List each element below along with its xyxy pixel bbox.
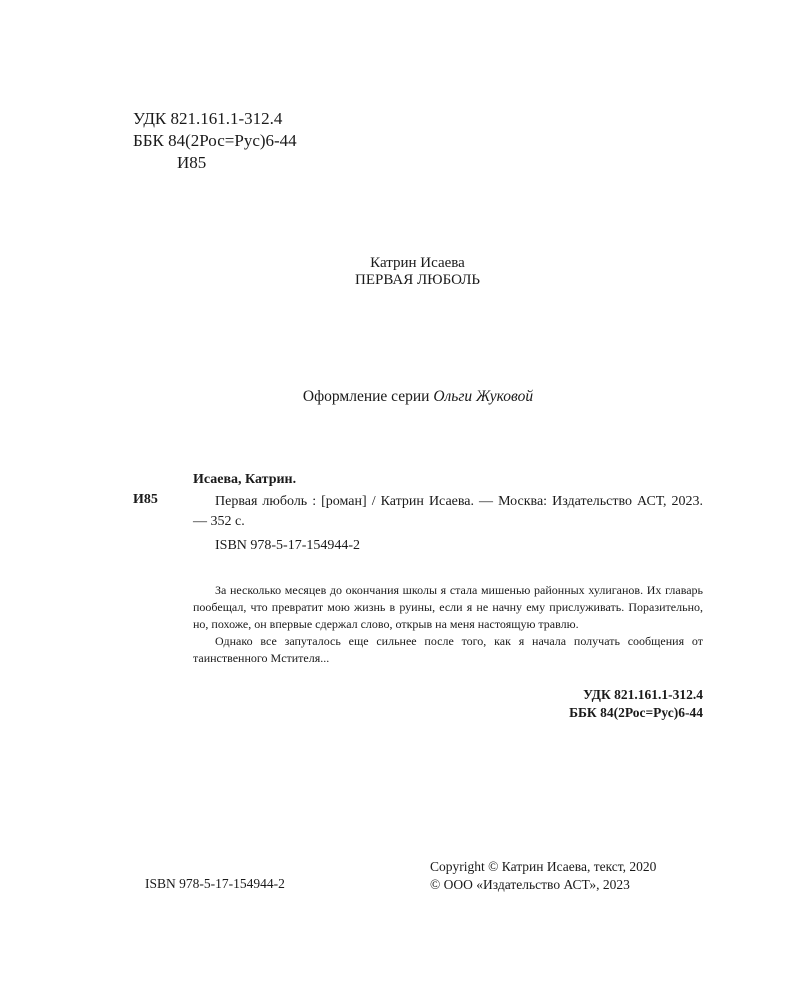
udk-code: УДК 821.161.1-312.4 (133, 109, 283, 128)
series-designer: Ольги Жуковой (433, 388, 534, 405)
biblio-description: Первая люболь : [роман] / Катрин Исаева. — Москва: Издательство АСТ, 2023. — 352 с. (193, 494, 703, 529)
bbk-code: ББК 84(2Рос=Рус)6-44 (133, 131, 297, 150)
footer-isbn: ISBN 978-5-17-154944-2 (145, 876, 285, 891)
annotation-paragraph-2: Однако все запуталось еще сильнее после того, как я начала получать сообщения от таинственного Мстителя... (193, 634, 703, 665)
copyright-publisher: © ООО «Издательство АСТ», 2023 (430, 877, 630, 892)
book-title: ПЕРВАЯ ЛЮБОЛЬ (355, 272, 480, 288)
series-credit (0, 388, 800, 406)
annotation-paragraph-1: За несколько месяцев до окончания школы я стала мишенью районных хулиганов. Их главарь пообещал, что превратит мою жизнь в руины, если я не начну ему прислуживать. Поразительно, но, похоже, он впервые сдержал слово, открыв на меня настоящую травлю. (193, 583, 703, 631)
series-prefix: Оформление серии (302, 388, 434, 405)
biblio-author-mark: И85 (133, 492, 158, 507)
biblio-author-heading: Исаева, Катрин. (193, 472, 297, 487)
copyright-block (430, 858, 656, 894)
bottom-classification (569, 686, 703, 722)
biblio-isbn: ISBN 978-5-17-154944-2 (215, 538, 361, 553)
book-author: Катрин Исаева (370, 255, 465, 271)
bottom-bbk-code: ББК 84(2Рос=Рус)6-44 (569, 705, 703, 720)
author-mark: И85 (177, 153, 207, 172)
annotation (193, 582, 703, 667)
classification-block (133, 108, 297, 174)
copyright-author: Copyright © Катрин Исаева, текст, 2020 (430, 859, 657, 874)
bottom-udk-code: УДК 821.161.1-312.4 (583, 687, 703, 702)
